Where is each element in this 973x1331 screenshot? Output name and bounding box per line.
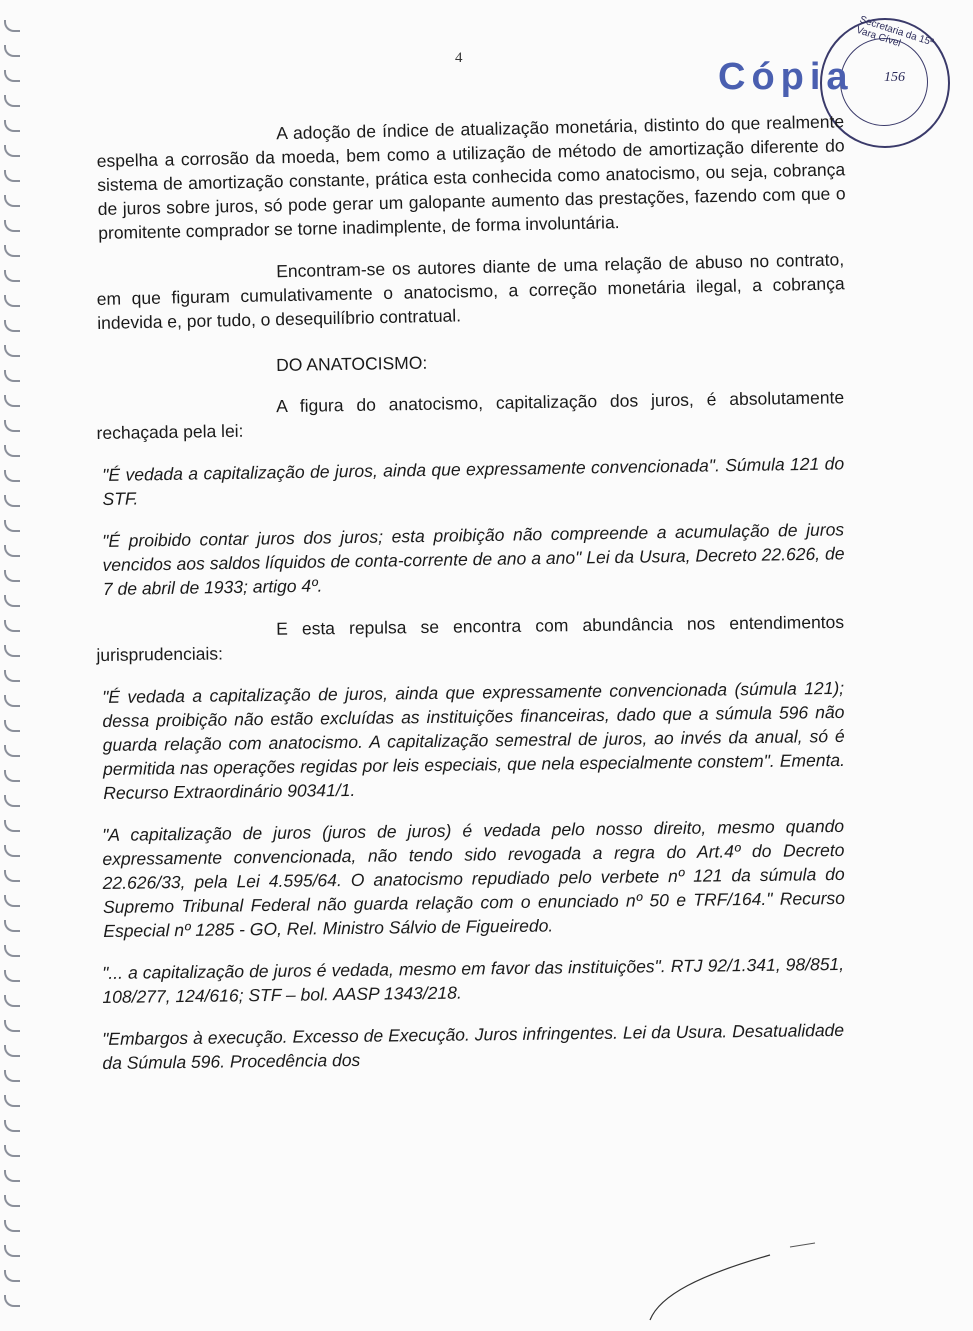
binding-hole	[4, 870, 20, 882]
quote-recurso-extraordinario: "É vedada a capitalização de juros, ainda que expressamente convencionada (súmula 121); dessa proibição não estão excluídas as instituições financeiras, dado que a súmula 596 não guarda relação com anatocismo. A capitalização semestral de juros, ao invés da anual, só é permitida nas operações regidas por leis especiais, que nela especialmente constem". Ementa. Recurso Extraordinário 90341/1.	[102, 677, 846, 803]
signature-mark	[640, 1225, 840, 1325]
binding-hole	[4, 1070, 20, 1082]
binding-hole	[4, 470, 20, 482]
quote-recurso-especial: "A capitalização de juros (juros de juros) é vedada pelo nosso direito, mesmo quando expressamente convencionada, não tendo sido revogada a regra do Art.4º do Decreto 22.626/33, pela Lei 4.595/64. O anatocismo repudiado pelo verbete nº 121 da súmula do Supremo Tribunal Federal não guarda relação com o enunciado nº 50 e TRF/164." Recurso Especial nº 1285 - GO, Rel. Ministro Sálvio de Figueiredo.	[102, 815, 846, 941]
binding-hole	[4, 20, 20, 32]
binding-hole	[4, 670, 20, 682]
binding-hole	[4, 295, 20, 307]
copia-stamp: Cópia	[718, 56, 854, 98]
binding-hole	[4, 1145, 20, 1157]
binding-hole	[4, 570, 20, 582]
binding-hole	[4, 645, 20, 657]
document-body	[96, 111, 846, 1093]
binding-hole	[4, 420, 20, 432]
binding-hole	[4, 545, 20, 557]
binding-hole	[4, 1245, 20, 1257]
binding-hole	[4, 970, 20, 982]
spiral-binding	[2, 20, 24, 1320]
binding-hole	[4, 120, 20, 132]
quote-sumula-121: "É vedada a capitalização de juros, ainda que expressamente convencionada". Súmula 121 do STF.	[102, 453, 845, 509]
binding-hole	[4, 720, 20, 732]
binding-hole	[4, 1095, 20, 1107]
binding-hole	[4, 995, 20, 1007]
quote-embargos: "Embargos à execução. Excesso de Execução. Juros infringentes. Lei da Usura. Desatualidade da Súmula 596. Procedência dos	[102, 1019, 845, 1073]
binding-hole	[4, 745, 20, 757]
binding-hole	[4, 595, 20, 607]
binding-hole	[4, 495, 20, 507]
stamp-number: 156	[884, 70, 905, 85]
binding-hole	[4, 1045, 20, 1057]
binding-hole	[4, 1295, 20, 1307]
quote-lei-usura: "É proibido contar juros dos juros; esta proibição não compreende a acumulação de juros vencidos aos saldos líquidos de conta-corrente de ano a ano" Lei da Usura, Decreto 22.626, de 7 de abril de 1933; artigo 4º.	[102, 519, 845, 599]
binding-hole	[4, 320, 20, 332]
paragraph-indice-atualizacao: A adoção de índice de atualização monetária, distinto do que realmente espelha a corrosão da moeda, bem como a utilização de método de amortização diferente do sistema de amortização constante, prática esta conhecida como anatocismo, ou seja, cobrança de juros sobre juros, só pode gerar um galopante aumento das prestações, fazendo com que o promitente comprador se torne inadimplente, de forma involuntária.	[96, 111, 846, 243]
binding-hole	[4, 395, 20, 407]
binding-hole	[4, 370, 20, 382]
binding-hole	[4, 1220, 20, 1232]
binding-hole	[4, 920, 20, 932]
binding-hole	[4, 345, 20, 357]
binding-hole	[4, 620, 20, 632]
binding-hole	[4, 1120, 20, 1132]
binding-hole	[4, 245, 20, 257]
quote-rtj: "... a capitalização de juros é vedada, mesmo em favor das instituições". RTJ 92/1.341, 98/851, 108/277, 124/616; STF – bol. AASP 1343/218.	[102, 953, 845, 1007]
binding-hole	[4, 520, 20, 532]
binding-hole	[4, 170, 20, 182]
binding-hole	[4, 770, 20, 782]
page-number: 4	[455, 50, 463, 66]
paragraph-abuso-contrato: Encontram-se os autores diante de uma relação de abuso no contrato, em que figuram cumulativamente o anatocismo, a correção monetária ilegal, a cobrança indevida e, por tudo, o desequilíbrio contratual.	[96, 249, 845, 333]
binding-hole	[4, 95, 20, 107]
stamp-ring-text: Secretaria da 15ª Vara Cível	[854, 14, 935, 50]
binding-hole	[4, 1195, 20, 1207]
binding-hole	[4, 270, 20, 282]
binding-hole	[4, 445, 20, 457]
binding-hole	[4, 1020, 20, 1032]
binding-hole	[4, 70, 20, 82]
binding-hole	[4, 820, 20, 832]
binding-hole	[4, 895, 20, 907]
paragraph-repulsa: E esta repulsa se encontra com abundância nos entendimentos jurisprudenciais:	[96, 611, 845, 665]
binding-hole	[4, 795, 20, 807]
section-heading-anatocismo: DO ANATOCISMO:	[276, 352, 428, 375]
binding-hole	[4, 1270, 20, 1282]
binding-hole	[4, 945, 20, 957]
binding-hole	[4, 220, 20, 232]
binding-hole	[4, 845, 20, 857]
binding-hole	[4, 1170, 20, 1182]
binding-hole	[4, 145, 20, 157]
paragraph-figura-anatocismo: A figura do anatocismo, capitalização dos juros, é absolutamente rechaçada pela lei:	[96, 387, 845, 443]
binding-hole	[4, 45, 20, 57]
binding-hole	[4, 195, 20, 207]
binding-hole	[4, 695, 20, 707]
